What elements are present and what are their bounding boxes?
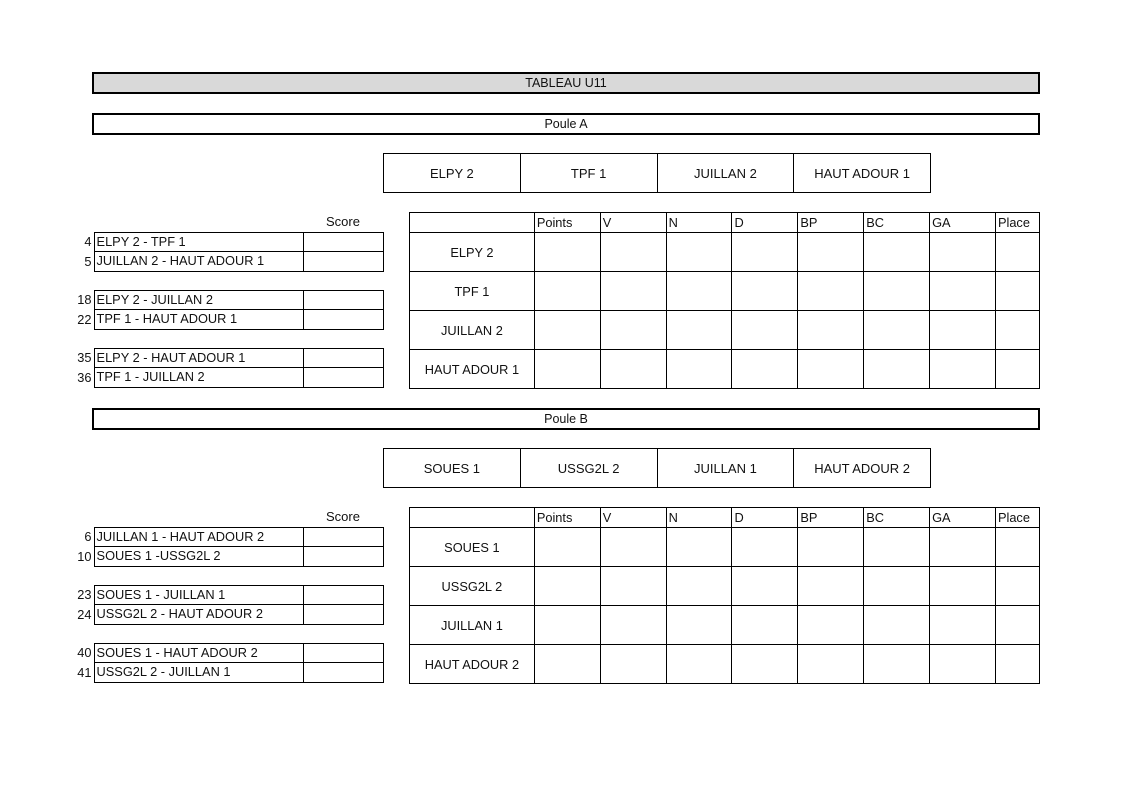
- cell[interactable]: [732, 233, 798, 272]
- match-label: USSG2L 2 - JUILLAN 1: [94, 663, 304, 683]
- match-label: SOUES 1 - HAUT ADOUR 2: [94, 643, 304, 663]
- score-cell[interactable]: [303, 348, 384, 368]
- score-cell[interactable]: [303, 290, 384, 310]
- cell[interactable]: [666, 606, 732, 645]
- poule-a-team: HAUT ADOUR 1: [793, 154, 930, 192]
- header-n: N: [666, 508, 732, 528]
- poule-b-header: Poule B: [92, 408, 1040, 430]
- cell[interactable]: [732, 311, 798, 350]
- standings-row: [410, 350, 1040, 389]
- cell[interactable]: [732, 645, 798, 684]
- cell[interactable]: [534, 272, 600, 311]
- cell[interactable]: [600, 606, 666, 645]
- score-cell[interactable]: [303, 310, 384, 330]
- cell[interactable]: [732, 272, 798, 311]
- score-cell[interactable]: [303, 585, 384, 605]
- cell[interactable]: [534, 311, 600, 350]
- header-n: N: [666, 213, 732, 233]
- header-blank: [410, 213, 535, 233]
- header-d: D: [732, 213, 798, 233]
- match-number: 5: [84, 254, 92, 269]
- cell[interactable]: [666, 233, 732, 272]
- poule-a-team: ELPY 2: [429, 165, 474, 181]
- score-cell[interactable]: [303, 368, 384, 388]
- match-number: 36: [77, 370, 92, 385]
- match-label: ELPY 2 - JUILLAN 2: [94, 290, 304, 310]
- standings-row: [410, 272, 1040, 311]
- cell[interactable]: [666, 645, 732, 684]
- match-label: SOUES 1 -USSG2L 2: [94, 547, 304, 567]
- cell[interactable]: [732, 606, 798, 645]
- cell[interactable]: [930, 528, 996, 567]
- cell[interactable]: [600, 567, 666, 606]
- cell[interactable]: [798, 528, 864, 567]
- cell[interactable]: [864, 528, 930, 567]
- cell[interactable]: [600, 311, 666, 350]
- score-cell[interactable]: [303, 252, 384, 272]
- match-row: [62, 643, 384, 663]
- match-row: [62, 348, 384, 368]
- match-label: ELPY 2 - HAUT ADOUR 1: [94, 348, 304, 368]
- cell[interactable]: [798, 350, 864, 389]
- score-cell[interactable]: [303, 663, 384, 683]
- poule-a-header: Poule A: [92, 113, 1040, 135]
- poule-b-team: JUILLAN 1: [657, 449, 794, 487]
- cell[interactable]: [600, 528, 666, 567]
- team-name: SOUES 1: [410, 528, 535, 567]
- score-cell[interactable]: [303, 547, 384, 567]
- score-cell[interactable]: [303, 527, 384, 547]
- match-label: JUILLAN 1 - HAUT ADOUR 2: [94, 527, 304, 547]
- match-number: 18: [77, 292, 92, 307]
- team-name: HAUT ADOUR 1: [410, 350, 535, 389]
- poule-a-score-label: Score: [326, 214, 360, 229]
- standings-row: [410, 311, 1040, 350]
- match-label: SOUES 1 - JUILLAN 1: [94, 585, 304, 605]
- standings-header-row: [410, 508, 1040, 528]
- cell[interactable]: [995, 567, 1039, 606]
- standings-row: [410, 233, 1040, 272]
- header-v: V: [600, 508, 666, 528]
- cell[interactable]: [930, 567, 996, 606]
- cell[interactable]: [995, 645, 1039, 684]
- cell[interactable]: [930, 645, 996, 684]
- poule-b-score-label: Score: [326, 509, 360, 524]
- match-row: [62, 368, 384, 388]
- page-title: TABLEAU U11: [92, 72, 1040, 94]
- team-name: HAUT ADOUR 2: [410, 645, 535, 684]
- team-name: TPF 1: [410, 272, 535, 311]
- cell[interactable]: [732, 528, 798, 567]
- cell[interactable]: [995, 606, 1039, 645]
- cell[interactable]: [666, 528, 732, 567]
- match-label: USSG2L 2 - HAUT ADOUR 2: [94, 605, 304, 625]
- match-row: [62, 663, 384, 683]
- poule-b-team: HAUT ADOUR 2: [793, 449, 930, 487]
- cell[interactable]: [534, 528, 600, 567]
- cell[interactable]: [798, 272, 864, 311]
- cell[interactable]: [798, 311, 864, 350]
- cell[interactable]: [930, 606, 996, 645]
- match-number: 41: [77, 665, 92, 680]
- cell[interactable]: [864, 567, 930, 606]
- cell[interactable]: [666, 272, 732, 311]
- cell[interactable]: [930, 272, 996, 311]
- match-row: [62, 252, 384, 272]
- team-name: USSG2L 2: [410, 567, 535, 606]
- match-row: [62, 232, 384, 252]
- match-row: [62, 310, 384, 330]
- cell[interactable]: [995, 350, 1039, 389]
- cell[interactable]: [600, 645, 666, 684]
- cell[interactable]: [798, 567, 864, 606]
- match-row: [62, 547, 384, 567]
- cell[interactable]: [995, 272, 1039, 311]
- cell[interactable]: [798, 606, 864, 645]
- match-number: 22: [77, 312, 92, 327]
- cell[interactable]: [864, 233, 930, 272]
- team-name: JUILLAN 1: [410, 606, 535, 645]
- cell[interactable]: [864, 606, 930, 645]
- standings-row: [410, 567, 1040, 606]
- match-number: 35: [77, 350, 92, 365]
- poule-b-team-header: [383, 448, 931, 488]
- header-place: Place: [995, 213, 1039, 233]
- poule-b-standings: [409, 507, 1040, 684]
- standings-row: [410, 528, 1040, 567]
- header-points: Points: [534, 508, 600, 528]
- cell[interactable]: [798, 645, 864, 684]
- standings-header-row: [410, 213, 1040, 233]
- cell[interactable]: [534, 233, 600, 272]
- cell[interactable]: [666, 311, 732, 350]
- cell[interactable]: [666, 567, 732, 606]
- header-points: Points: [534, 213, 600, 233]
- poule-a-team: TPF 1: [520, 154, 657, 192]
- match-number: 23: [77, 587, 92, 602]
- header-d: D: [732, 508, 798, 528]
- cell[interactable]: [600, 272, 666, 311]
- score-cell[interactable]: [303, 605, 384, 625]
- standings-row: [410, 645, 1040, 684]
- poule-a-team-header: [383, 153, 931, 193]
- cell[interactable]: [995, 311, 1039, 350]
- cell[interactable]: [930, 350, 996, 389]
- cell[interactable]: [864, 350, 930, 389]
- cell[interactable]: [930, 233, 996, 272]
- poule-b-team: SOUES 1: [423, 460, 481, 476]
- cell[interactable]: [995, 528, 1039, 567]
- match-number: 6: [84, 529, 92, 544]
- match-number: 40: [77, 645, 92, 660]
- match-label: TPF 1 - HAUT ADOUR 1: [94, 310, 304, 330]
- cell[interactable]: [534, 606, 600, 645]
- header-ga: GA: [930, 213, 996, 233]
- header-blank: [410, 508, 535, 528]
- header-bc: BC: [864, 213, 930, 233]
- cell[interactable]: [864, 645, 930, 684]
- match-label: TPF 1 - JUILLAN 2: [94, 368, 304, 388]
- header-ga: GA: [930, 508, 996, 528]
- header-bp: BP: [798, 508, 864, 528]
- cell[interactable]: [534, 350, 600, 389]
- poule-b-team: USSG2L 2: [520, 449, 657, 487]
- score-cell[interactable]: [303, 643, 384, 663]
- poule-a-team: JUILLAN 2: [657, 154, 794, 192]
- match-row: [62, 605, 384, 625]
- cell[interactable]: [864, 311, 930, 350]
- cell[interactable]: [534, 645, 600, 684]
- match-row: [62, 290, 384, 310]
- header-bp: BP: [798, 213, 864, 233]
- header-bc: BC: [864, 508, 930, 528]
- match-row: [62, 585, 384, 605]
- cell[interactable]: [666, 350, 732, 389]
- cell[interactable]: [995, 233, 1039, 272]
- standings-row: [410, 606, 1040, 645]
- score-cell[interactable]: [303, 232, 384, 252]
- cell[interactable]: [732, 350, 798, 389]
- team-name: JUILLAN 2: [410, 311, 535, 350]
- team-name: ELPY 2: [410, 233, 535, 272]
- cell[interactable]: [930, 311, 996, 350]
- cell[interactable]: [600, 350, 666, 389]
- header-place: Place: [995, 508, 1039, 528]
- cell[interactable]: [534, 567, 600, 606]
- match-number: 24: [77, 607, 92, 622]
- cell[interactable]: [798, 233, 864, 272]
- match-number: 10: [77, 549, 92, 564]
- header-v: V: [600, 213, 666, 233]
- match-row: [62, 527, 384, 547]
- match-label: ELPY 2 - TPF 1: [94, 232, 304, 252]
- cell[interactable]: [732, 567, 798, 606]
- match-label: JUILLAN 2 - HAUT ADOUR 1: [94, 252, 304, 272]
- poule-a-standings: [409, 212, 1040, 389]
- cell[interactable]: [864, 272, 930, 311]
- match-number: 4: [84, 234, 92, 249]
- cell[interactable]: [600, 233, 666, 272]
